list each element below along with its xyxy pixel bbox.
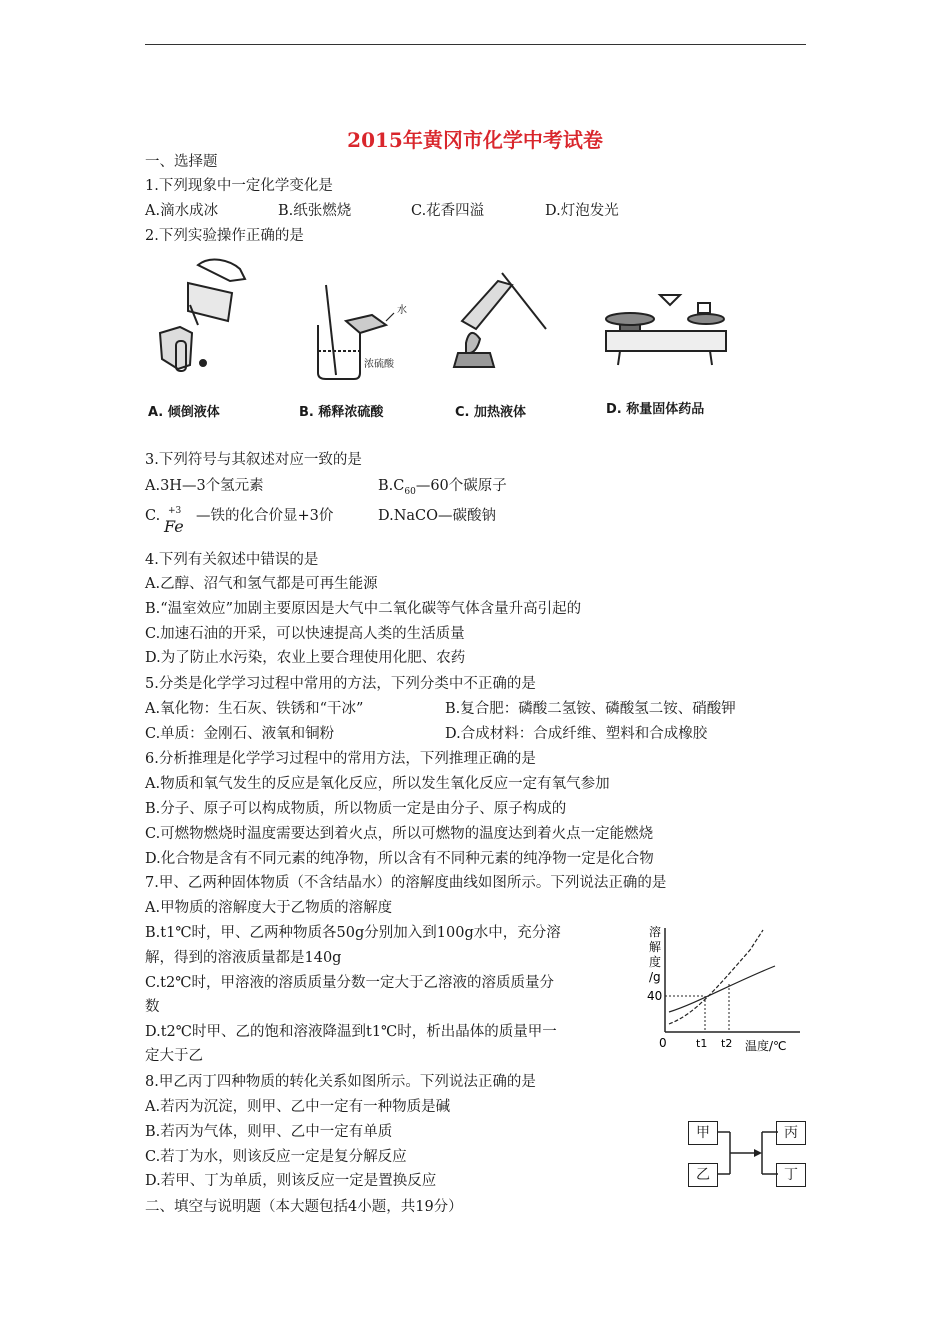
heating-liquid-figure: [454, 273, 546, 367]
q1-option-c: C.花香四溢: [411, 203, 485, 219]
node-yi: 乙: [688, 1163, 718, 1187]
y-label-1: 溶: [649, 925, 662, 939]
header-rule: [145, 44, 806, 45]
q1-stem: 1.下列现象中一定化学变化是: [145, 178, 333, 194]
q3-b-prefix: B.C: [378, 478, 405, 494]
q2-caption-c: C. 加热液体: [455, 405, 527, 420]
q4-stem: 4.下列有关叙述中错误的是: [145, 552, 319, 568]
q3-option-c-prefix: C.: [145, 508, 161, 524]
reaction-arrows: [718, 1120, 780, 1190]
q5-option-a: A.氧化物：生石灰、铁锈和“干冰”: [145, 701, 364, 717]
q4-option-d: D.为了防止水污染，农业上要合理使用化肥、农药: [145, 650, 466, 666]
y-label-4: /g: [649, 970, 661, 984]
section-heading-1: 一、选择题: [145, 154, 218, 170]
y-label-3: 度: [649, 955, 662, 969]
q5-stem: 5.分类是化学学习过程中常用的方法，下列分类中不正确的是: [145, 676, 536, 692]
q7-option-b-line2: 解，得到的溶液质量都是140g: [145, 950, 342, 966]
section-heading-2: 二、填空与说明题（本大题包括4小题，共19分）: [145, 1199, 463, 1215]
weighing-solid-figure: [606, 295, 726, 365]
q3-option-b: [378, 476, 507, 502]
node-jia: 甲: [688, 1121, 718, 1145]
origin-label: 0: [659, 1036, 667, 1050]
conc-acid-label: 浓硫酸: [364, 359, 394, 370]
q2-stem: 2.下列实验操作正确的是: [145, 228, 304, 244]
q6-option-a: A.物质和氧气发生的反应是氧化反应，所以发生氧化反应一定有氧气参加: [145, 776, 610, 792]
curve-yi: [669, 966, 775, 1012]
q7-option-d-line1: D.t2℃时甲、乙的饱和溶液降温到t1℃时，析出晶体的质量甲一: [145, 1024, 557, 1040]
t2-label: t2: [721, 1037, 733, 1050]
q5-option-b: B.复合肥：磷酸二氢铵、磷酸氢二铵、硝酸钾: [445, 701, 736, 717]
q4-option-c: C.加速石油的开采，可以快速提高人类的生活质量: [145, 626, 465, 642]
q2-caption-a: A. 倾倒液体: [148, 405, 220, 420]
q3-c-symbol: Fe: [164, 517, 184, 536]
q6-option-b: B.分子、原子可以构成物质，所以物质一定是由分子、原子构成的: [145, 801, 567, 817]
page-title: 2015年黄冈市化学中考试卷: [347, 128, 603, 152]
q8-option-b: B.若丙为气体，则甲、乙中一定有单质: [145, 1124, 393, 1140]
q8-option-d: D.若甲、丁为单质，则该反应一定是置换反应: [145, 1173, 437, 1189]
q7-option-c-line2: 数: [145, 999, 160, 1015]
q7-stem: 7.甲、乙两种固体物质（不含结晶水）的溶解度曲线如图所示。下列说法正确的是: [145, 875, 667, 891]
q5-option-c: C.单质：金刚石、液氧和铜粉: [145, 726, 335, 742]
q7-option-c-line1: C.t2℃时，甲溶液的溶质质量分数一定大于乙溶液的溶质质量分: [145, 975, 554, 991]
q8-stem: 8.甲乙丙丁四种物质的转化关系如图所示。下列说法正确的是: [145, 1074, 536, 1090]
q3-b-subscript: 60: [404, 486, 416, 497]
water-label: 水: [397, 305, 407, 316]
q5-option-d: D.合成材料：合成纤维、塑料和合成橡胶: [445, 726, 708, 742]
q1-option-b: B.纸张燃烧: [278, 203, 352, 219]
q3-c-text: —铁的化合价显+3价: [196, 508, 334, 524]
q6-option-d: D.化合物是含有不同元素的纯净物，所以含有不同种元素的纯净物一定是化合物: [145, 851, 654, 867]
q3-b-suffix: —60个碳原子: [415, 478, 507, 494]
node-ding: 丁: [776, 1163, 806, 1187]
q4-option-a: A.乙醇、沼气和氢气都是可再生能源: [145, 576, 378, 592]
q2-caption-b: B. 稀释浓硫酸: [299, 405, 384, 420]
q2-caption-d: D. 称量固体药品: [606, 402, 705, 417]
q3-c-valence: +3: [168, 506, 182, 516]
x-axis-label: 温度/℃: [745, 1039, 787, 1053]
q3-option-d: D.NaCO—碳酸钠: [378, 508, 497, 524]
q3-stem: 3.下列符号与其叙述对应一致的是: [145, 452, 362, 468]
y-label-2: 解: [649, 940, 662, 954]
q7-option-a: A.甲物质的溶解度大于乙物质的溶解度: [145, 900, 393, 916]
q7-option-b-line1: B.t1℃时，甲、乙两种物质各50g分别加入到100g水中，充分溶: [145, 925, 561, 941]
solubility-graph: [645, 920, 810, 1055]
pouring-liquid-figure: [160, 259, 245, 371]
q6-option-c: C.可燃物燃烧时温度需要达到着火点，所以可燃物的温度达到着火点一定能燃烧: [145, 826, 654, 842]
q8-option-a: A.若丙为沉淀，则甲、乙中一定有一种物质是碱: [145, 1099, 451, 1115]
q4-option-b: B.“温室效应”加剧主要原因是大气中二氧化碳等气体含量升高引起的: [145, 601, 582, 617]
q6-stem: 6.分析推理是化学学习过程中的常用方法，下列推理正确的是: [145, 751, 536, 767]
q3-option-a: A.3H—3个氢元素: [145, 478, 264, 494]
y-tick-40: 40: [647, 989, 663, 1003]
q1-option-a: A.滴水成冰: [145, 203, 219, 219]
node-bing: 丙: [776, 1121, 806, 1145]
q8-option-c: C.若丁为水，则该反应一定是复分解反应: [145, 1149, 407, 1165]
q7-option-d-line2: 定大于乙: [145, 1048, 203, 1064]
t1-label: t1: [696, 1037, 708, 1050]
q1-option-d: D.灯泡发光: [545, 203, 619, 219]
